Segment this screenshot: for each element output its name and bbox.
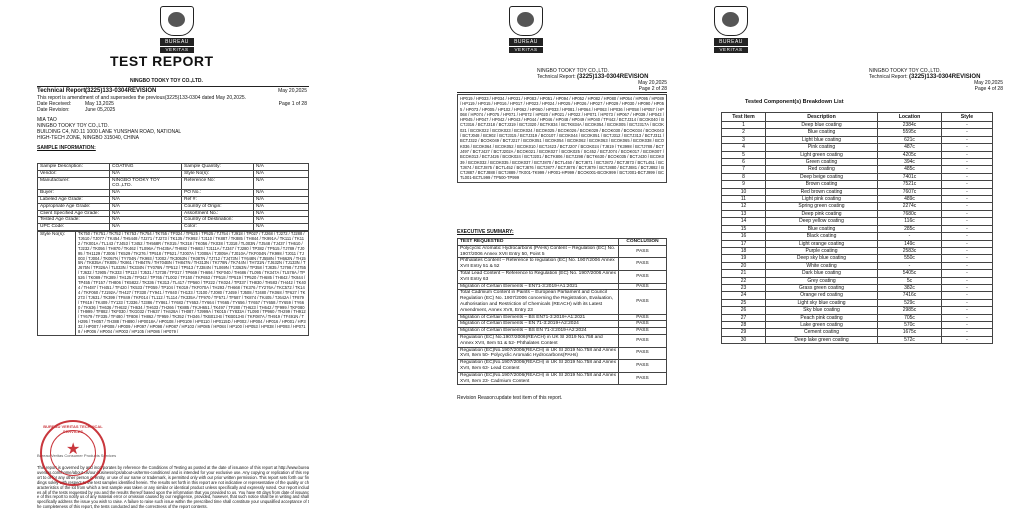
description: Grey coating [766,277,878,284]
bureau-veritas-logo: BUREAU VERITAS [509,6,543,54]
field-value: N/A [254,217,309,224]
location: 5595c [878,129,942,136]
style: - [942,307,993,314]
header-rule [37,86,309,87]
conclusion: PASS [619,314,667,321]
description: Brown coating [766,181,878,188]
field-label: Vendor: [38,170,110,177]
address-line: HIGH-TECH ZONE, NINGBO 315040, CHINA [37,135,139,141]
table-row [722,329,993,336]
conclusion: PASS [619,360,667,373]
test-item-number: 22 [722,277,766,284]
field-value: N/A [254,224,309,231]
style: - [942,292,993,299]
table-row [722,144,993,151]
field-label: Country of Origin: [182,203,254,210]
field-label: Country of Destination: [182,217,254,224]
report-page-3 [683,0,1024,495]
style: - [942,321,993,328]
field-label: Manufacturer: [38,177,110,190]
description: Cement coating [766,329,878,336]
test-item-number: 17 [722,240,766,247]
location: 550c [878,255,942,262]
test-requested: Migration of Certain Elements – BS EN71-3:2019+A1:2021 [458,314,619,321]
table-row [722,173,993,180]
style: - [942,210,993,217]
location: 2384c [878,122,942,129]
executive-summary-table [457,238,667,385]
field-label: Style No(s): [182,170,254,177]
test-item-number: 9 [722,181,766,188]
technical-report-number: (3225)133-0304REVISION [909,74,981,80]
table-row [722,151,993,158]
test-item-number: 19 [722,255,766,262]
column-header: CONCLUSION [619,239,667,246]
technical-report-number: (3225)133-0304REVISION [577,74,649,80]
table-row [722,321,993,328]
test-item-number: 3 [722,136,766,143]
description: Orange red coating [766,292,878,299]
location: 382c [878,284,942,291]
style: - [942,129,993,136]
test-requested: Total Cadmium Content in Paints – European Parliament and Council Regulation (EC) No. 1907/2006 concerning the Registration, Evaluation, Authorisation and Restriction of Chemicals (REACH) with its Latest Amendment, Annex XVII, Entry 23 [458,290,619,314]
description: Light pink coating [766,196,878,203]
test-item-number: 24 [722,292,766,299]
shield-icon [714,6,748,36]
style: - [942,284,993,291]
style: - [942,255,993,262]
field-label: Sample Quantity: [182,164,254,171]
table-row [458,245,667,258]
field-value: N/A [254,164,309,171]
description: Light orange coating [766,240,878,247]
description: Deep pink coating [766,210,878,217]
table-row [722,292,993,299]
section-heading: EXECUTIVE SUMMARY: [457,229,514,235]
test-item-number: 10 [722,188,766,195]
style-numbers: TK750 / TK751 / TK752 / TK753 / TK754 / TK755 / TP324 / TP525 / TP525 / TJ754 / TJ918 / TP027 / TJ268 / TJ272 / TJ288 / TJ610 / TJ077 / TK454 / TH5448 / TJ271 / TJ273 / TK135 / TK992 / TJ110 / TK887 / TK885 / TH844 / TK991A / TK111 / TK112 / TK001A / TL143 / TJ453 / TJ452 / TH568R / TK015 / TK318 / TK056 / TK038 / TJ318 / TL003N / TJ548 / TJ437 / TH610 / TJ232 / TK056 / TH870 / TK462 / TL096A / TH435A / TH882 / TH683 / TJ111A / TJ347 / TJ280 / TP382 / TP515 / TJ789 / TJ095 / TH1129 / TJ006 / TK529 / TK276 / TP518 / TP521 / TJ007A / TJ008A / TJ009A / TJ010A / TKF004N / TK998 / TJ011 / TJ003 / TJ004 / TK057N / TY704N / TK993 / TJ002 / TK3053N / TK087N / TJ712 / TJ473N / TY648N / TJ558N / TH662N / TH155N / TK835A / TK805 / TK861 / TH847N / TH704BN / TH847N / TH313N / TK778N / TK744N / TH731N / TJ632N / TJ133N / TJ675N / TP326A / TL033N / TK334N / TY078N / TP512 / TP513 / TJ384N / TL069N / TJ363N / TP358 / TJ835 / TJ798 / TJ755 / TJ632 / TJ905 / TK333 / TP113 / TJ531 / TJ738 / TP317 / TP669 / TH694 / TKF040 / TH686 / TL095 / TK347A / TL578A / TP526 / TK089 / TK389 / TH125 / TP342 / TP765 / TL002 / TF150 / TKF653 / TP518 / TP519 / TP520 / TH685 / TH842 / TK844 / TP455 / TF157 / TH806 / TK5822 / TK336 / TK313 / TL417 / TP560 / TP222 / TK024 / TP337 / TH830 / TH583 / TH442 / TK404 / TH487 / TH451 / TF420 / TK533 / TP059 / TP104 / TK019 / TKF070A / TH293 / TH668 / TK376 / TY276A / TKC572 / TK144 / TKF060 / TJ192A / TH427 / TF330 / TY941 / TY840 / TH133 / TJ100 / TJ080 / TJ459 / TJ508 / TJ480 / TK068 / TF627 / TK273 / TJ631 / TK399 / TF849 / TKF014 / TL112 / TL114 / TK335A / TF970 / TF571 / TF587 / TK874 / TK405 / TJ642A / TF879 / TF619 / TK409 / TY133 / TJ336 / TJ386 / TY861 / TY683 / TY653 / TY664 / TY665 / TY656 / TY657 / TY658 / TY659 / TY660 / TK636 / TH636 / TH632 / TH634 / TH633 / TH266 / TK885 / TKJH651 / TK497 / TF280 / TH623 / TH642 / TF999 / TKF080 / TH999 / TF882 / TKF030 / TKG032 / TH637 / TH428A / TH087 / TJ999A / TK015 / TY833A / TL090 / TP960 / TH299 / TH912 / TY679 / TF335 / TF480 / TF808 / TH862 / TF959 / TK352 / TH346 / TKB013-B / TKB013-B / TKF087A / TH919 / TF491N / TH295 / TH057 / TH388 / TH890 / HP0018A / HP0108 / HP0109 / HP0110 / HP0115D / HP002 / HP004 / HP016 / HP001 / HP332 / HP007 / HP008 / HP009 / HP097 / HP098 / HP087 / HP103 / HP085 / HP084 / HP100 / HP053 / HP038 / HP093 / HP0718 / HP006 / HP004 / HP003 / HP105 / HP086 / HP079 / [76,231,309,335]
description: Deep yellow coating [766,218,878,225]
style: - [942,314,993,321]
style: - [942,247,993,254]
field-value: N/A [110,224,182,231]
table-row [38,164,309,171]
style: - [942,196,993,203]
table-row [722,336,993,343]
table-row [38,203,309,210]
style: - [942,262,993,269]
style: - [942,225,993,232]
field-value: N/A [110,170,182,177]
sample-info-table [37,163,309,336]
field-label: PO No.: [182,190,254,197]
location: 2274c [878,203,942,210]
field-label: Tested Age Grade: [38,217,110,224]
table-row [722,196,993,203]
address-line: MIA TAO [37,117,57,123]
conclusion: PASS [619,270,667,283]
field-label: Reference No: [182,177,254,190]
field-label: Sample Description: [38,164,110,171]
location: 149c [878,240,942,247]
test-item-number: 15 [722,225,766,232]
test-requested: Regulation (EC) No.1907/2006(REACH) in UK SI 2019 No.758 and Annex XVII, Item 51 & 52- Phthalates Content [458,334,619,347]
test-item-number: 7 [722,166,766,173]
field-value: N/A [254,190,309,197]
bureau-veritas-logo: BUREAU VERITAS [714,6,748,54]
location: 394c [878,159,942,166]
conclusion: PASS [619,347,667,360]
location: 5405c [878,270,942,277]
test-item-number: 21 [722,270,766,277]
location: 485c [878,166,942,173]
table-row [458,321,667,328]
style: - [942,188,993,195]
test-item-number: 25 [722,299,766,306]
field-value: N/A [110,190,182,197]
page-number: Page 1 of 28 [278,101,307,107]
test-requested: Polycyclic Aromatic Hydrocarbons (PAHs) Content – Regulation (EC) No. 1907/2006 Annex XVII Entry 50, Point 5 [458,245,619,258]
disclaimer: This report is governed by and incorporates by reference the Conditions of Testing as posted at the date of issuance of this report at http://www.bureauveritas.com/home/about-us/our-business/cps/about-us/terms-conditions/ and is intended for your exclusive use. Any copying or replication of this report to or for any other person or entity, or use of our name or trademark, is permitted only with our prior written permission. This report sets forth our findings solely with respect to the test samples identified herein. The results set forth in this report are not indicative or representative of the quality or characteristics of the lot from which a test sample was taken or any similar or identical product unless specifically and expressly noted. Our report includes all of the tests requested by you and the results thereof based upon the information that you provided to us. You have 60 days from date of issuance of this report to notify us of any material error or omission caused by our negligence, provided, however, that such notice shall be in writing and shall specifically address the issue you wish to raise. A failure to raise such issue within the prescribed time shall constitute your unqualified acceptance of the completeness of this report, the tests conducted and the correctness of the report contents. [37,465,309,510]
test-item-number: 27 [722,314,766,321]
report-page-2 [341,0,681,495]
style: - [942,136,993,143]
style-numbers-box [457,94,667,183]
description: White coating [766,262,878,269]
description: Grass green coating [766,284,878,291]
location: 2985c [878,307,942,314]
report-header: NINGBO TOOKY TOY CO.,LTD. Technical Report: (3225)133-0304REVISION May 20,2025 Page 4 of 28 [869,68,1003,92]
field-value: N/A [254,203,309,210]
table-row [458,347,667,360]
table-row [722,129,993,136]
description: Blue coating [766,225,878,232]
report-date: May 20,2025 [638,80,667,86]
address-line: NINGBO TOOKY TOY CO.,LTD. [37,123,109,129]
shield-icon [160,6,194,36]
report-page-1 [0,0,340,510]
table-row [722,307,993,314]
report-header: Technical Report: (3225)133-0304REVISION May 20,2025 This report is amendment of and supersedes the previous(3225)133-0304 dated May 20,2025. Date Received: May 13,2025 Page 1 of 28 Date Revision: June 05,2025 MIA TAO NINGBO TOOKY TOY CO.,LTD. BUILDING C4, NO.11 1000 LANE YUNSHAN ROAD, NATIONAL HIGH-TECH ZONE, NINGBO 315040, CHINA SAMPLE INFORMATION: [37,88,307,151]
style: - [942,299,993,306]
conclusion: PASS [619,290,667,314]
location: 7401c [878,173,942,180]
style: - [942,159,993,166]
description: Lake green coating [766,321,878,328]
test-requested: Total Lead Content – Reference to Regulation (EC) No. 1907/2006 Annex XVII Entry 63 [458,270,619,283]
table-row [722,299,993,306]
technical-report-number: (3225)133-0304REVISION [85,88,157,94]
style: - [942,151,993,158]
style: - [942,122,993,129]
conclusion: PASS [619,283,667,290]
field-value: N/A [110,196,182,203]
table-row [458,328,667,335]
test-item-number: 30 [722,336,766,343]
test-item-number: 23 [722,284,766,291]
test-requested: Migration of Certain Elements – EN 71-3:2019+A2:2024 [458,321,619,328]
test-item-number: 11 [722,196,766,203]
report-date: May 20,2025 [278,88,307,94]
section-heading: SAMPLE INFORMATION: [37,145,96,151]
test-item-number: 5 [722,151,766,158]
description: Light green coating [766,151,878,158]
table-row [722,277,993,284]
style: - [942,336,993,343]
location: 1675c [878,329,942,336]
table-row [722,122,993,129]
style-numbers: HP019 / HP033 / HP034 / HP031 / HP083 / HP051 / HP094 / HP052 / HP082 / HP080 / HP054 / HP095 / HP089 / HP119 / HP015 / HP016 / HP017 / HP023 / HP024 / HP025 / HP026 / HP027 / HP029 / HP030 / HP090 / HP055 / HP073 / HP005 / HP102 / HP062 / HP060 / HP033 / HP081 / HP064 / HP063 / HP036 / HP058 / HP057 / HP068 / HP074 / HP075 / HP071 / HP072 / HP020 / HP021 / HP022 / HP071 / HP073 / HP067 / HP039 / HP043 / HP045 / HP047 / HP042 / HP043 / HP044 / HP046 / HP048 / HP049 / HP040 / TP442 / BCTJ314 / BCOK040 / BCTJ316 / BCTJ318 / BCTJ319 / BCTJ320 / BCTK834 / BCTK834A / BCOK054 / BCOK005 / BCTJ317A / BCOK021 / BCOK022 / BCOK023 / BCOK024 / BCOK025 / BCOK026 / BCOK029 / BCOK030 / BCOK034 / BCOK043 / BCTJ048 / BC902 / BCTJ315 / BCTJ319 / BC0107 / BCOK044 / BCOK051 / BCTJ312 / BCTJ313 / BCTJ311 / BCTJ322 / BCOK049 / BCTJ217 / BCOK051 / BCOK054 / BCOK062 / BCOK063 / BCOK065 / BCOK038 / BCOK036 / BCOK064 / BCOK052 / BCOK010 / BCTJ423 / BCTJ207 / BCOK024 / TJ819 / TK3998 / BCTJ788 / BCTJ497 / BCTJ427 / BCTJ202A / BCOK021 / BCOK027 / BCOK025 / SC452 / BCTJ074 / BCOK017 / BCOK007 / BCOK013 / BCTJ426 / BCOK024 / BCTJ201 / BCTK806 / BCTJ298 / BCTK630 / BCOK035 / BCTJ430 / BCOK039 / BCOK032 / BCOK035 / BCOK037 / BCTJ870 / BCTL450 / BCTJ871 / BCTJ872 / BCTJ873 / BCTL451 / BCTJ874 / BCTJ875 / BCTL452 / BCTJ876 / BCTJ877 / BCTJ878 / BCTJ879 / BCTJ880 / BCTJ881 / BCTJ882 / BCTJ887 / BCTJ888 / BCTJ889 / TK001-TK999 / HP001-HP999 / BCOK001-BCOK999 / BCTJ001-BCTJ999 / BCTL001-BCTL999 / TP500-TP999 [460,96,664,181]
description: Black coating [766,233,878,240]
field-label: Assortment No.: [182,210,254,217]
table-row [722,284,993,291]
list-title: Tested Component(s) Breakdown List [745,99,844,105]
test-item-number: 26 [722,307,766,314]
description: Red brown coating [766,188,878,195]
field-label: UPC Code: [38,224,110,231]
description: Deep beige coating [766,173,878,180]
field-label: Appropriate Age Grade: [38,203,110,210]
location: 2583c [878,247,942,254]
company-name: NINGBO TOOKY TOY CO.,LTD. [537,68,609,74]
footer-text: Bureau Veritas Consumer Products Services [37,453,117,458]
field-value: N/A [254,196,309,203]
table-row [38,177,309,190]
description: Spring green coating [766,203,878,210]
table-row [458,334,667,347]
location: 621c [878,136,942,143]
conclusion: PASS [619,258,667,271]
test-item-number: 28 [722,321,766,328]
style: - [942,329,993,336]
column-header: Location [878,113,942,122]
bureau-veritas-logo: BUREAU VERITAS [160,6,194,54]
table-row [722,225,993,232]
style: - [942,233,993,240]
description: Purple coating [766,247,878,254]
test-requested: Regulation (EC)No.1907/2006(REACH) in UK SI 2019 No.758 and Annex XVII, Item 63- Lead Content [458,360,619,373]
description: Deep sky blue coating [766,255,878,262]
field-label: Buyer: [38,190,110,197]
location: 489c [878,196,942,203]
table-row [722,270,993,277]
location: 570c [878,321,942,328]
table-row [458,283,667,290]
table-row [458,270,667,283]
conclusion: PASS [619,372,667,385]
date-received: May 13,2025 [85,101,114,107]
conclusion: PASS [619,245,667,258]
location: 572c [878,336,942,343]
report-header: NINGBO TOOKY TOY CO.,LTD. Technical Report: (3225)133-0304REVISION May 20,2025 Page 2 of 28 [537,68,667,92]
test-item-number: 29 [722,329,766,336]
style: - [942,240,993,247]
table-row [722,247,993,254]
company-name: NINGBO TOOKY TOY CO.,LTD. [869,68,941,74]
description: Light blue coating [766,136,878,143]
field-value: N/A [110,203,182,210]
column-header: TEST REQUESTED [458,239,619,246]
table-row [722,314,993,321]
field-label: Client Specified Age Grade: [38,210,110,217]
style: - [942,270,993,277]
location: 529c [878,299,942,306]
table-row [38,224,309,231]
style: - [942,181,993,188]
table-row [458,258,667,271]
description: Pink coating [766,144,878,151]
test-item-number: 8 [722,173,766,180]
breakdown-table [721,112,993,344]
field-value: NINGBO TOOKY TOY CO.,LTD. [110,177,182,190]
description: Blue coating [766,129,878,136]
test-item-number: 1 [722,122,766,129]
table-row [722,159,993,166]
field-label: Labeled Age Grade: [38,196,110,203]
test-item-number: 13 [722,210,766,217]
style: - [942,218,993,225]
location: 705c [878,314,942,321]
test-item-number: 6 [722,159,766,166]
table-row [722,255,993,262]
location: 5c [878,277,942,284]
field-value: N/A [254,170,309,177]
test-item-number: 14 [722,218,766,225]
test-item-number: 2 [722,129,766,136]
page-number: Page 2 of 28 [638,86,667,92]
star-icon: ★ [66,441,81,458]
table-row [722,233,993,240]
address-line: BUILDING C4, NO.11 1000 LANE YUNSHAN ROAD, NATIONAL [37,129,182,135]
field-value: COATING [110,164,182,171]
description: Peach pink coating [766,314,878,321]
test-requested: Migration of Certain Elements – BS EN 71-3:2019+A2:2024 [458,328,619,335]
table-row [722,188,993,195]
field-value: N/A [110,217,182,224]
table-row [722,166,993,173]
table-row [722,262,993,269]
table-row [38,196,309,203]
table-row [458,290,667,314]
table-row [38,170,309,177]
test-item-number: 4 [722,144,766,151]
field-value: N/A [110,210,182,217]
table-row [722,136,993,143]
column-header: Test Item [722,113,766,122]
test-item-number: 12 [722,203,766,210]
column-header: Description [766,113,878,122]
shield-icon [509,6,543,36]
table-row [722,181,993,188]
description: Sky blue coating [766,307,878,314]
table-row [38,190,309,197]
revision-reason: Revision Reason:update test item of this report. [457,395,563,401]
location: 4205c [878,151,942,158]
location: 7416c [878,292,942,299]
field-value: N/A [254,177,309,190]
location: 7521c [878,181,942,188]
field-label: Ref #: [182,196,254,203]
description: Light sky blue coating [766,299,878,306]
technical-report-label: Technical Report: [37,88,88,94]
location: - [878,262,942,269]
column-header: Style [942,113,993,122]
location: 285c [878,225,942,232]
test-item-number: 18 [722,247,766,254]
table-row [38,217,309,224]
test-requested: Regulation (EC)No.1907/2006(REACH) in UK SI 2019 No.758 and Annex XVII, Item 23- Cadmium Content [458,372,619,385]
conclusion: PASS [619,334,667,347]
company-stamp: BUREAU VERITAS TECHNICAL SERVICES ★ [40,420,106,486]
description: Deep lake green coating [766,336,878,343]
style: - [942,144,993,151]
table-row [722,203,993,210]
description: Deep blue coating [766,122,878,129]
test-requested: Phthalates Content – Reference to regulation (EC) No. 1907/2006 Annex XVII Entry 51 & 52 [458,258,619,271]
table-row [458,314,667,321]
page-number: Page 4 of 28 [974,86,1003,92]
table-row [722,240,993,247]
date-revision: June 05,2025 [85,107,116,113]
table-row [38,210,309,217]
style: - [942,166,993,173]
company-name: NINGBO TOOKY TOY CO.,LTD. [130,78,203,84]
style-label: Style No(s): [38,231,76,335]
test-requested: Regulation (EC)No.1907/2006(REACH) in UK SI 2019 No.758 and Annex XVII, Item 50- Polycyclic Aromatic Hydrocarbons(PAHs) [458,347,619,360]
table-row [458,360,667,373]
conclusion: PASS [619,321,667,328]
location: 7607c [878,188,942,195]
table-row [458,372,667,385]
conclusion: PASS [619,328,667,335]
page-title: TEST REPORT [110,53,214,69]
description: Dark blue coating [766,270,878,277]
style: - [942,203,993,210]
style: - [942,277,993,284]
style: - [942,173,993,180]
location: 116c [878,218,942,225]
location: 7680c [878,210,942,217]
test-requested: Migration of Certain Elements – EN71-3:2019+A1:2021 [458,283,619,290]
test-item-number: 20 [722,262,766,269]
field-label: Color: [182,224,254,231]
table-row [722,218,993,225]
description: Green coating [766,159,878,166]
location: 487c [878,144,942,151]
field-value: N/A [254,210,309,217]
test-item-number: 16 [722,233,766,240]
report-date: May 20,2025 [974,80,1003,86]
amendment-note: This report is amendment of and supersedes the previous(3225)133-0304 dated May 20,2025. [37,95,247,101]
location: - [878,233,942,240]
table-row [722,210,993,217]
description: Red coating [766,166,878,173]
